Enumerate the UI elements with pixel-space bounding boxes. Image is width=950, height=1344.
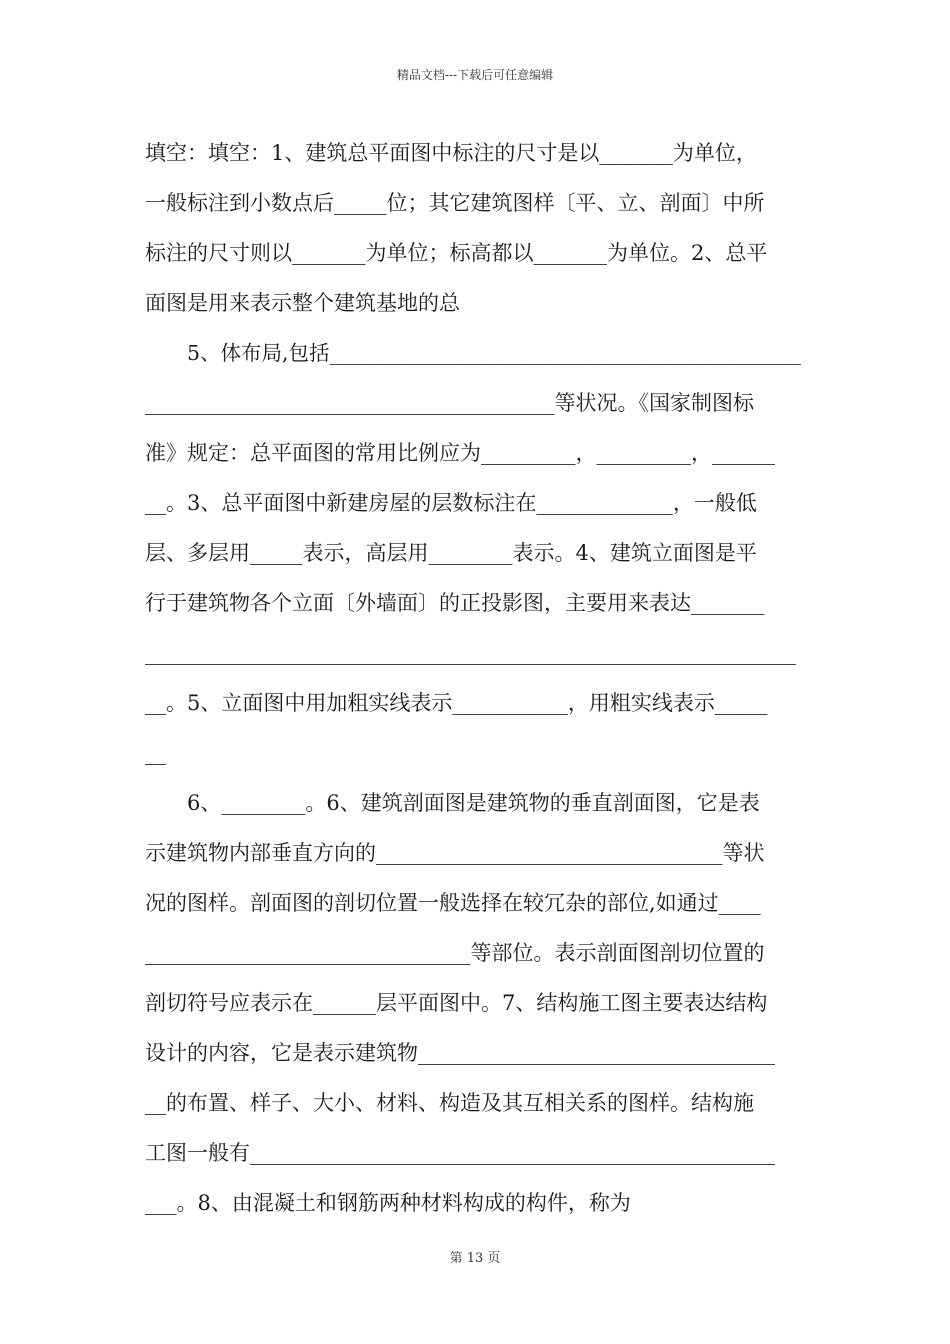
text-line: __。3、总平面图中新建房屋的层数标注在_____________，一般低 [145,491,757,515]
text-line: __。5、立面图中用加粗实线表示___________，用粗实线表示_____ [145,691,768,715]
text-line: 工图一般有__________________________________________________ [145,1141,775,1165]
text-line: 填空：填空：1、建筑总平面图中标注的尺寸是以_______为单位， [145,141,757,165]
document-body [145,128,807,1228]
text-line: 况的图样。剖面图的剖切位置一般选择在较冗杂的部位,如通过____ [145,891,761,915]
page-header: 精品文档---下载后可任意编辑 [396,68,554,82]
paragraph-first-line: 5、体布局,包括______________________________________________ [187,341,802,365]
text-line: 设计的内容，它是表示建筑物__________________________________ [145,1041,775,1065]
text-line: 面图是用来表示整个建筑基地的总 [145,291,460,315]
text-line: 示建筑物内部垂直方向的_________________________________等状 [145,841,765,865]
text-line: __的布置、样子、大小、材料、构造及其互相关系的图样。结构施 [145,1091,754,1115]
text-line: 行于建筑物各个立面〔外墙面〕的正投影图，主要用来表达_______ [145,591,765,615]
text-line: _______________________________________等状况。《国家制图标 [145,391,754,415]
text-line: 一般标注到小数点后_____位；其它建筑图样〔平、立、剖面〕中所 [145,191,765,215]
page-number: 第 13 页 [449,1251,501,1266]
text-line: __ [145,741,166,765]
text-line: ______________________________________________________________ [145,641,796,665]
text-line: 剖切符号应表示在______层平面图中。7、结构施工图主要表达结构 [145,991,768,1015]
text-line: ___。8、由混凝土和钢筋两种材料构成的构件，称为 [145,1191,631,1215]
text-line: 标注的尺寸则以_______为单位；标高都以_______为单位。2、总平 [145,241,768,265]
paragraph-first-line: 6、________。6、建筑剖面图是建筑物的垂直剖面图，它是表 [187,791,760,815]
text-line: 准》规定：总平面图的常用比例应为_________，_________，______ [145,441,775,465]
text-line: _______________________________等部位。表示剖面图剖切位置的 [145,941,765,965]
text-line: 层、多层用_____表示，高层用________表示。4、建筑立面图是平 [145,541,757,565]
